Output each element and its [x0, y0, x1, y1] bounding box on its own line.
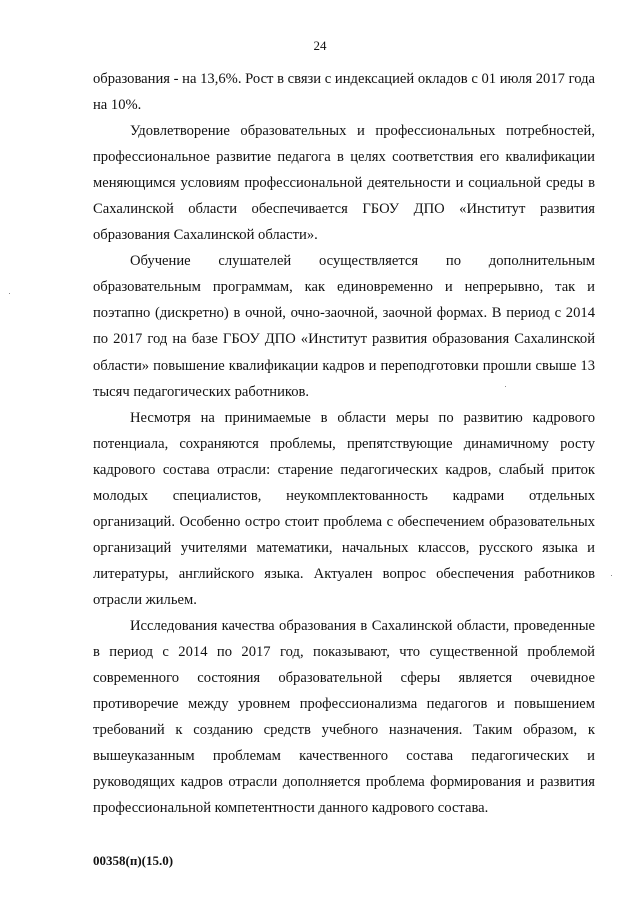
paragraph-salary-growth: образования - на 13,6%. Рост в связи с индексацией окладов с 01 июля 2017 года на 10%.	[93, 71, 595, 114]
scan-speck	[505, 386, 506, 387]
scan-speck	[611, 575, 612, 576]
scan-speck	[9, 293, 10, 294]
document-code: 00358(п)(15.0)	[93, 853, 174, 868]
document-body	[93, 66, 595, 821]
paragraph-quality-research: Исследования качества образования в Сахалинской области, проведенные в период с 2014 по 2017 год, показывают, что существенной проблемой современного состояния образовательной сферы является очевидное противоречие между уровнем профессионализма педагогов и повышением требований к созданию средств учебного назначения. Таким образом, к вышеуказанным проблемам качественного состава педагогических и руководящих кадров отрасли дополняется проблема формирования и развития профессиональной компетентности данного кадрового состава.	[93, 617, 595, 817]
paragraph-staffing-problems: Несмотря на принимаемые в области меры по развитию кадрового потенциала, сохраняются проблемы, препятствующие динамичному росту кадрового состава отрасли: старение педагогических кадров, слабый приток молодых специалистов, неукомплектованность кадрами отдельных организаций. Особенно остро стоит проблема с обеспечением образовательных организаций учителями математики, начальных классов, русского языка и литературы, английского языка. Актуален вопрос обеспечения работников отрасли жильем.	[93, 409, 595, 608]
paragraph-professional-development: Удовлетворение образовательных и профессиональных потребностей, профессиональное развитие педагога в целях соответствия его квалификации меняющимся условиям профессиональной деятельности и социальной среды в Сахалинской области обеспечивается ГБОУ ДПО «Институт развития образования Сахалинской области».	[93, 123, 595, 244]
paragraph-training-programs: Обучение слушателей осуществляется по дополнительным образовательным программам, как единовременно и непрерывно, так и поэтапно (дискретно) в очной, очно-заочной, заочной формах. В период с 2014 по 2017 год на базе ГБОУ ДПО «Институт развития образования Сахалинской области» повышение квалификации кадров и переподготовки прошли свыше 13 тысяч педагогических работников.	[93, 253, 595, 400]
page-number: 24	[313, 38, 327, 53]
